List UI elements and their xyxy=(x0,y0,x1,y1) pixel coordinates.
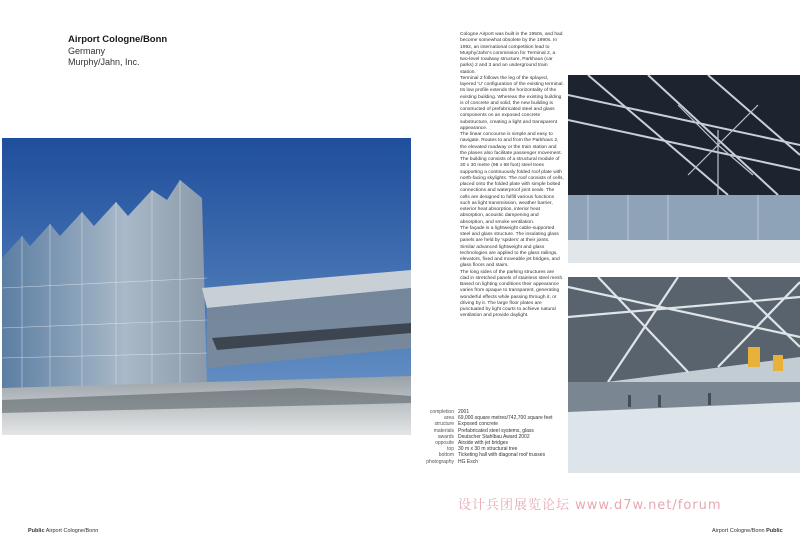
spec-label: top xyxy=(447,446,454,453)
body-text xyxy=(460,32,564,320)
spec-label: completion xyxy=(429,409,454,415)
footer-project-label: Airport Cologne/Bonn xyxy=(712,528,767,534)
country-label: Germany xyxy=(68,46,106,56)
body-paragraph: The façade is a lightweight cable-supported steel and glass structure. The insulating glass panels are held by 'spiders' at their joints. Similar advanced lightweight and glass technologies are applied to the glass railings, elevators, fixed and moveable jet bridges, and glass floors and stairs. xyxy=(460,225,560,269)
architect-label: Murphy/Jahn, Inc. xyxy=(68,57,140,67)
footer-section-label: Public xyxy=(766,528,783,534)
spec-value: 2001 xyxy=(458,409,470,415)
footer-project-label: Airport Cologne/Bonn xyxy=(44,528,99,534)
spec-value: 69,000 square metres/742,700 square feet xyxy=(458,415,553,422)
spec-label: area xyxy=(443,415,454,422)
spec-label: materials xyxy=(433,427,454,434)
terminal-exterior-photo xyxy=(2,138,411,435)
footer-right xyxy=(712,528,783,534)
watermark-text: 设计兵团展览论坛 www.d7w.net/forum xyxy=(458,498,722,513)
spec-value: Ticketing hall with diagonal roof trusses xyxy=(458,452,546,459)
spec-row xyxy=(420,459,570,465)
spec-value: HG Esch xyxy=(458,458,479,465)
body-paragraph: The long sides of the parking structures are clad in stretched panels of stainless steel mesh. Based on lighting conditions their appearance varies from opaque to transparent, generating wonderful effects while passing through it, or driving by it. The large floor plates are punctuated by light courts to achieve natural ventilation and provide daylight. xyxy=(460,269,564,319)
spec-label: structure xyxy=(434,421,454,428)
spec-label: opposite xyxy=(435,440,454,447)
body-paragraph: The building consists of a structural module of 30 x 30 metre (98 x 98 foot) steel trees supporting a continuously folded roof plate with north-facing skylights. The roof consists of cells, placed onto the folded plate with simple bolted connections and waterproof joint seals. The cells are designed to fulfill various functions such as light transmission, weather barrier, exterior heat absorption, interior heat absorption, acoustic dampening and absorption, and smoke ventilation. xyxy=(460,157,564,225)
footer-section-label: Public xyxy=(28,528,45,534)
body-paragraph: The linear concourse is simple and easy to navigate. Routes to and from the Parkhaus 2, the elevated roadway or the train station and the planes also facilitate passenger movement. xyxy=(460,132,562,156)
spec-value: 30 m x 30 m structural tree xyxy=(458,446,518,453)
spec-value: Deutscher Stahlbau Award 2002 xyxy=(458,433,530,440)
structural-tree-photo xyxy=(568,75,800,263)
body-paragraph: Terminal 2 follows the leg of the splayed, layered 'U' configuration of the existing terminal. Its low profile extends the horizontality of the existing building. Whereas the existing building is of concrete and solid, the new building is constructed of prefabricated steel and glass components on an exposed concrete substructure, creating a light and transparent appearance. xyxy=(460,75,564,131)
spec-value: Exposed concrete xyxy=(458,421,499,428)
body-paragraph: Cologne Airport was built in the 1950s, and had become somewhat obsolete by the 1990s. In 1992, an international competition lead to Murphy/Jahn's commission for Terminal 2, a two-level roadway structure, Parkhaus (car parks) 2 and 3 and an underground train station. xyxy=(460,32,563,75)
spec-label: photography xyxy=(426,458,454,465)
spec-value: Airside with jet bridges xyxy=(458,440,509,447)
spec-label: bottom xyxy=(438,452,454,459)
ticketing-hall-photo xyxy=(568,277,800,473)
project-specs xyxy=(420,409,570,465)
spec-label: awards xyxy=(437,433,454,440)
spec-value: Prefabricated steel systems, glass xyxy=(458,427,534,434)
page-title: Airport Cologne/Bonn xyxy=(68,34,168,45)
footer-left xyxy=(28,528,98,534)
